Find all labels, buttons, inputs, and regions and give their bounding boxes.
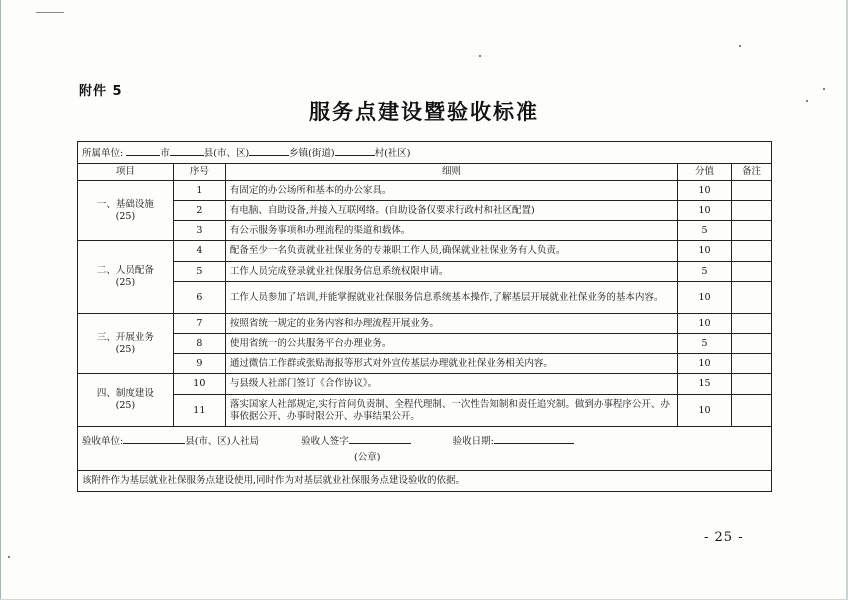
table-row xyxy=(78,282,772,314)
row-score: 10 xyxy=(678,314,732,334)
scan-speck xyxy=(8,556,10,558)
footnote-row xyxy=(78,471,772,492)
row-number: 5 xyxy=(173,262,225,282)
county-blank[interactable] xyxy=(170,146,204,156)
acceptance-unit-blank[interactable] xyxy=(123,434,185,444)
acceptance-seal: (公章) xyxy=(354,451,381,463)
acceptance-row xyxy=(78,427,772,471)
scan-speck xyxy=(739,45,741,47)
table-row xyxy=(78,201,772,221)
affiliation-county: 县(市、区) xyxy=(203,147,250,159)
row-remark xyxy=(732,334,772,354)
row-score: 15 xyxy=(678,374,732,395)
row-detail: 与县级人社部门签订《合作协议》。 xyxy=(225,374,677,395)
category-cell xyxy=(78,181,174,241)
row-remark xyxy=(732,221,772,241)
row-remark xyxy=(732,374,772,395)
category-score: (25) xyxy=(115,210,136,222)
acceptance-line xyxy=(82,434,767,448)
header-detail: 细则 xyxy=(225,164,677,181)
scan-speck xyxy=(479,55,481,57)
table-row xyxy=(78,334,772,354)
table-row xyxy=(78,374,772,395)
attachment-label: 附件 5 xyxy=(79,84,123,99)
row-remark xyxy=(732,395,772,427)
row-detail: 工作人员完成登录就业社保服务信息系统权限申请。 xyxy=(225,262,677,282)
row-detail: 按照省统一规定的业务内容和办理流程开展业务。 xyxy=(225,314,677,334)
table-header-row xyxy=(78,164,772,181)
row-number: 7 xyxy=(173,314,225,334)
row-detail: 落实国家人社部规定,实行首问负责制、全程代理制、一次性告知制和责任追究制。做到办事程序公开、办事依据公开、办事时限公开、办事结果公开。 xyxy=(225,395,677,427)
acceptance-unit-label: 验收单位: xyxy=(82,435,124,447)
header-score: 分值 xyxy=(678,164,732,181)
acceptance-cell xyxy=(78,427,772,471)
row-remark xyxy=(732,181,772,201)
affiliation-cell xyxy=(78,142,772,164)
category-score: (25) xyxy=(115,343,136,355)
row-remark xyxy=(732,241,772,262)
village-blank[interactable] xyxy=(335,146,375,156)
category-score: (25) xyxy=(115,277,136,288)
category-cell xyxy=(78,374,174,427)
row-detail: 工作人员参加了培训,并能掌握就业社保服务信息系统基本操作,了解基层开展就业社保业务的基本内容。 xyxy=(225,282,677,314)
category-name: 三、开展业务 xyxy=(96,331,154,343)
row-detail: 使用省统一的公共服务平台办理业务。 xyxy=(225,334,677,354)
row-score: 5 xyxy=(678,262,732,282)
scan-edge-left xyxy=(0,0,1,600)
category-score: (25) xyxy=(115,400,136,411)
scan-mark xyxy=(36,12,64,13)
city-blank[interactable] xyxy=(126,146,160,156)
row-number: 3 xyxy=(173,221,225,241)
table-row xyxy=(78,395,772,427)
row-score: 10 xyxy=(678,395,732,427)
row-remark xyxy=(732,262,772,282)
row-number: 9 xyxy=(173,354,225,374)
row-score: 10 xyxy=(678,241,732,262)
row-number: 6 xyxy=(173,282,225,314)
affiliation-row xyxy=(78,142,772,164)
acceptance-standard-table xyxy=(77,141,772,492)
table-row xyxy=(78,241,772,262)
scan-speck xyxy=(823,88,825,90)
header-no: 序号 xyxy=(173,164,225,181)
affiliation-city: 市 xyxy=(160,147,170,159)
row-remark xyxy=(732,282,772,314)
header-item: 项目 xyxy=(78,164,174,181)
row-number: 11 xyxy=(173,395,225,427)
affiliation-village: 村(社区) xyxy=(374,147,411,159)
row-score: 5 xyxy=(678,334,732,354)
acceptance-date-blank[interactable] xyxy=(494,434,574,444)
category-cell xyxy=(78,241,174,314)
row-number: 10 xyxy=(173,374,225,395)
acceptance-date-label: 验收日期: xyxy=(452,435,494,447)
row-number: 2 xyxy=(173,201,225,221)
category-name: 一、基础设施 xyxy=(96,198,154,210)
row-score: 5 xyxy=(678,221,732,241)
page-number: - 25 - xyxy=(704,530,744,545)
table-row xyxy=(78,262,772,282)
row-detail: 有固定的办公场所和基本的办公家具。 xyxy=(225,181,677,201)
table-row xyxy=(78,354,772,374)
row-number: 1 xyxy=(173,181,225,201)
affiliation-label: 所属单位: xyxy=(82,147,124,159)
affiliation-town: 乡镇(街道) xyxy=(289,147,335,159)
document-title: 服务点建设暨验收标准 xyxy=(309,99,539,124)
acceptance-signer-label: 验收人签字 xyxy=(301,435,349,447)
row-detail: 通过微信工作群或张贴海报等形式对外宣传基层办理就业社保业务相关内容。 xyxy=(225,354,677,374)
row-remark xyxy=(732,314,772,334)
town-blank[interactable] xyxy=(249,146,289,156)
category-name: 四、制度建设 xyxy=(96,388,154,399)
row-score: 10 xyxy=(678,181,732,201)
row-detail: 配备至少一名负责就业社保业务的专兼职工作人员,确保就业社保业务有人负责。 xyxy=(225,241,677,262)
row-score: 10 xyxy=(678,282,732,314)
table-row xyxy=(78,314,772,334)
row-score: 10 xyxy=(678,201,732,221)
row-score: 10 xyxy=(678,354,732,374)
row-number: 8 xyxy=(173,334,225,354)
category-cell xyxy=(78,314,174,374)
row-detail: 有公示服务事项和办理流程的渠道和载体。 xyxy=(225,221,677,241)
header-remark: 备注 xyxy=(732,164,772,181)
row-detail: 有电脑、自助设备,并接入互联网络。(自助设备仅要求行政村和社区配置) xyxy=(225,201,677,221)
table-row xyxy=(78,181,772,201)
acceptance-unit-suffix: 县(市、区)人社局 xyxy=(185,435,260,447)
table-row xyxy=(78,221,772,241)
row-remark xyxy=(732,201,772,221)
acceptance-signer-blank[interactable] xyxy=(349,434,411,444)
footnote-cell: 该附件作为基层就业社保服务点建设使用,同时作为对基层就业社保服务点建设验收的依据。 xyxy=(78,471,772,492)
row-number: 4 xyxy=(173,241,225,262)
row-remark xyxy=(732,354,772,374)
category-name: 二、人员配备 xyxy=(96,265,154,276)
